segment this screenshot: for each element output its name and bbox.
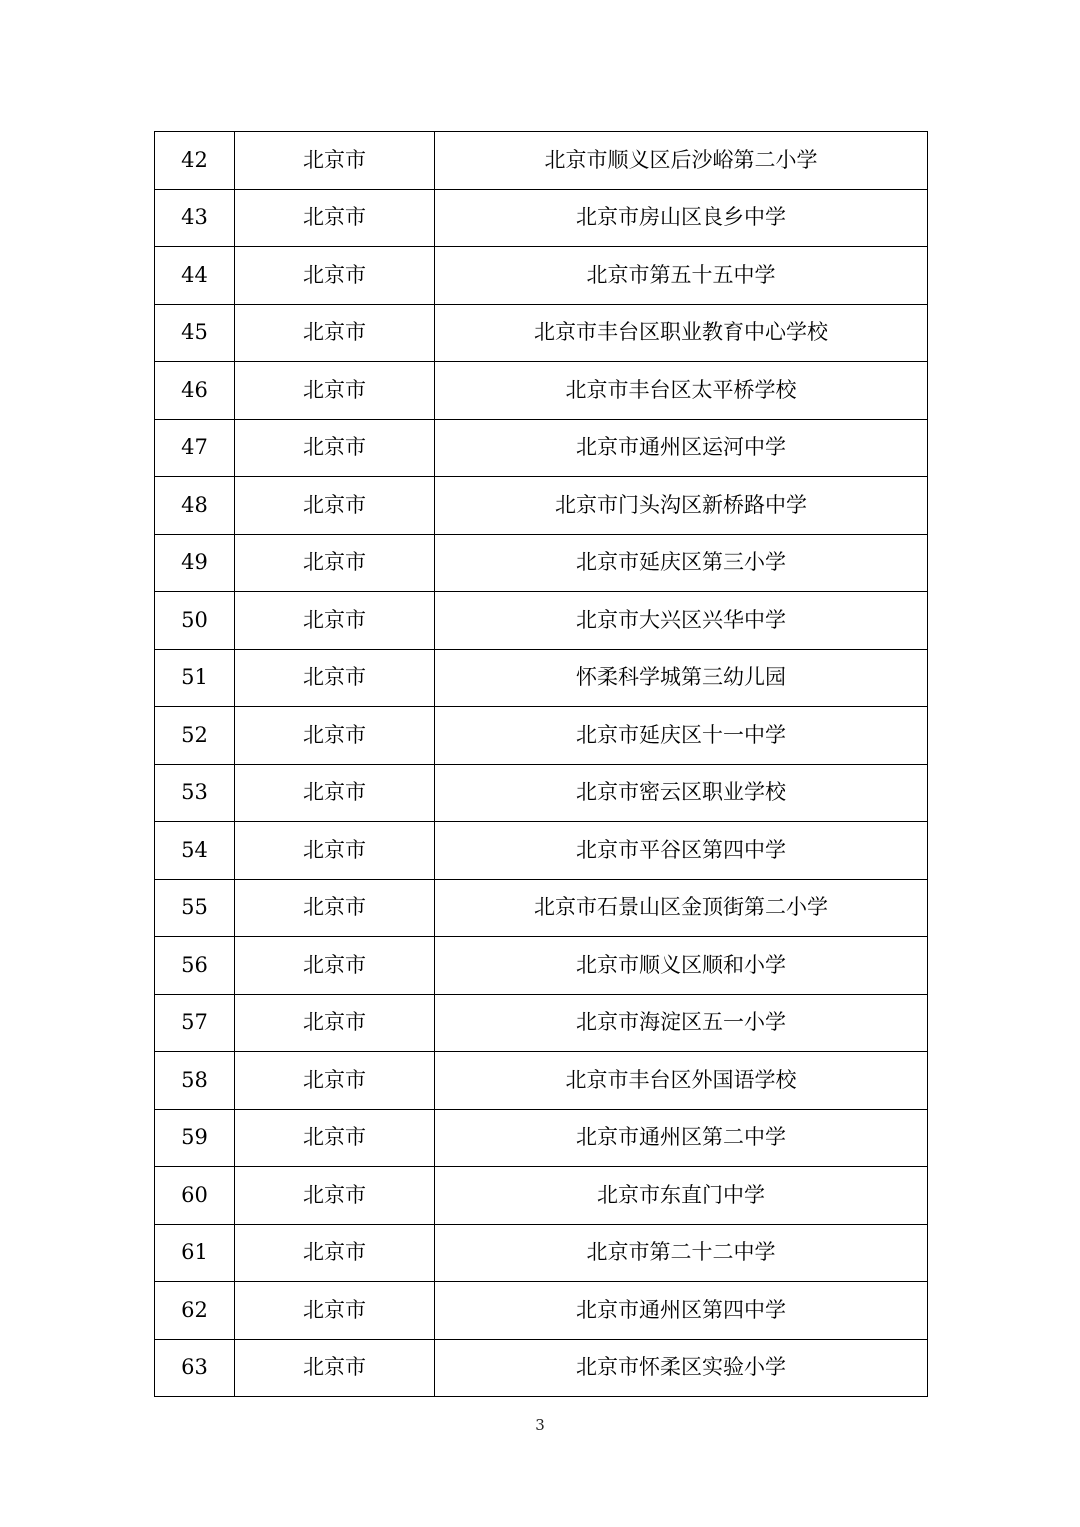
row-number: 62	[155, 1282, 235, 1340]
city-cell: 北京市	[235, 764, 435, 822]
school-name-cell: 北京市大兴区兴华中学	[435, 592, 928, 650]
table-row	[155, 477, 928, 535]
table-row	[155, 1224, 928, 1282]
city-cell: 北京市	[235, 879, 435, 937]
row-number: 45	[155, 304, 235, 362]
row-number: 44	[155, 247, 235, 305]
row-number: 51	[155, 649, 235, 707]
school-name-cell: 北京市密云区职业学校	[435, 764, 928, 822]
row-number: 58	[155, 1052, 235, 1110]
school-name-cell: 北京市丰台区外国语学校	[435, 1052, 928, 1110]
table-row	[155, 937, 928, 995]
city-cell: 北京市	[235, 419, 435, 477]
city-cell: 北京市	[235, 534, 435, 592]
school-name-cell: 北京市怀柔区实验小学	[435, 1339, 928, 1397]
school-name-cell: 北京市丰台区职业教育中心学校	[435, 304, 928, 362]
table-row	[155, 764, 928, 822]
table-row	[155, 362, 928, 420]
table-row	[155, 1282, 928, 1340]
city-cell: 北京市	[235, 592, 435, 650]
table-row	[155, 247, 928, 305]
row-number: 50	[155, 592, 235, 650]
school-list-table	[154, 131, 928, 1397]
city-cell: 北京市	[235, 1339, 435, 1397]
table-row	[155, 1052, 928, 1110]
school-name-cell: 北京市海淀区五一小学	[435, 994, 928, 1052]
school-name-cell: 北京市延庆区十一中学	[435, 707, 928, 765]
table-row	[155, 1167, 928, 1225]
table-row	[155, 994, 928, 1052]
row-number: 55	[155, 879, 235, 937]
school-name-cell: 北京市第五十五中学	[435, 247, 928, 305]
city-cell: 北京市	[235, 1109, 435, 1167]
school-name-cell: 北京市通州区第四中学	[435, 1282, 928, 1340]
table-row	[155, 649, 928, 707]
city-cell: 北京市	[235, 189, 435, 247]
city-cell: 北京市	[235, 822, 435, 880]
school-name-cell: 北京市房山区良乡中学	[435, 189, 928, 247]
school-name-cell: 怀柔科学城第三幼儿园	[435, 649, 928, 707]
school-name-cell: 北京市石景山区金顶街第二小学	[435, 879, 928, 937]
city-cell: 北京市	[235, 247, 435, 305]
table-row	[155, 1109, 928, 1167]
city-cell: 北京市	[235, 649, 435, 707]
row-number: 56	[155, 937, 235, 995]
city-cell: 北京市	[235, 707, 435, 765]
table-row	[155, 1339, 928, 1397]
school-name-cell: 北京市顺义区后沙峪第二小学	[435, 132, 928, 190]
city-cell: 北京市	[235, 304, 435, 362]
city-cell: 北京市	[235, 1167, 435, 1225]
school-name-cell: 北京市延庆区第三小学	[435, 534, 928, 592]
row-number: 60	[155, 1167, 235, 1225]
page-number: 3	[535, 1416, 545, 1434]
table-row	[155, 132, 928, 190]
row-number: 46	[155, 362, 235, 420]
row-number: 57	[155, 994, 235, 1052]
school-name-cell: 北京市平谷区第四中学	[435, 822, 928, 880]
school-name-cell: 北京市通州区运河中学	[435, 419, 928, 477]
city-cell: 北京市	[235, 1052, 435, 1110]
city-cell: 北京市	[235, 362, 435, 420]
city-cell: 北京市	[235, 477, 435, 535]
city-cell: 北京市	[235, 994, 435, 1052]
row-number: 43	[155, 189, 235, 247]
table-row	[155, 189, 928, 247]
city-cell: 北京市	[235, 1224, 435, 1282]
school-name-cell: 北京市丰台区太平桥学校	[435, 362, 928, 420]
school-name-cell: 北京市顺义区顺和小学	[435, 937, 928, 995]
city-cell: 北京市	[235, 1282, 435, 1340]
table-row	[155, 879, 928, 937]
school-name-cell: 北京市门头沟区新桥路中学	[435, 477, 928, 535]
table-row	[155, 304, 928, 362]
row-number: 61	[155, 1224, 235, 1282]
table-row	[155, 419, 928, 477]
row-number: 48	[155, 477, 235, 535]
school-name-cell: 北京市通州区第二中学	[435, 1109, 928, 1167]
city-cell: 北京市	[235, 132, 435, 190]
row-number: 49	[155, 534, 235, 592]
row-number: 42	[155, 132, 235, 190]
school-name-cell: 北京市第二十二中学	[435, 1224, 928, 1282]
row-number: 54	[155, 822, 235, 880]
table-row	[155, 822, 928, 880]
row-number: 63	[155, 1339, 235, 1397]
row-number: 53	[155, 764, 235, 822]
row-number: 59	[155, 1109, 235, 1167]
table-row	[155, 592, 928, 650]
city-cell: 北京市	[235, 937, 435, 995]
row-number: 47	[155, 419, 235, 477]
school-name-cell: 北京市东直门中学	[435, 1167, 928, 1225]
row-number: 52	[155, 707, 235, 765]
table-body	[155, 132, 928, 1397]
table-row	[155, 707, 928, 765]
table-row	[155, 534, 928, 592]
